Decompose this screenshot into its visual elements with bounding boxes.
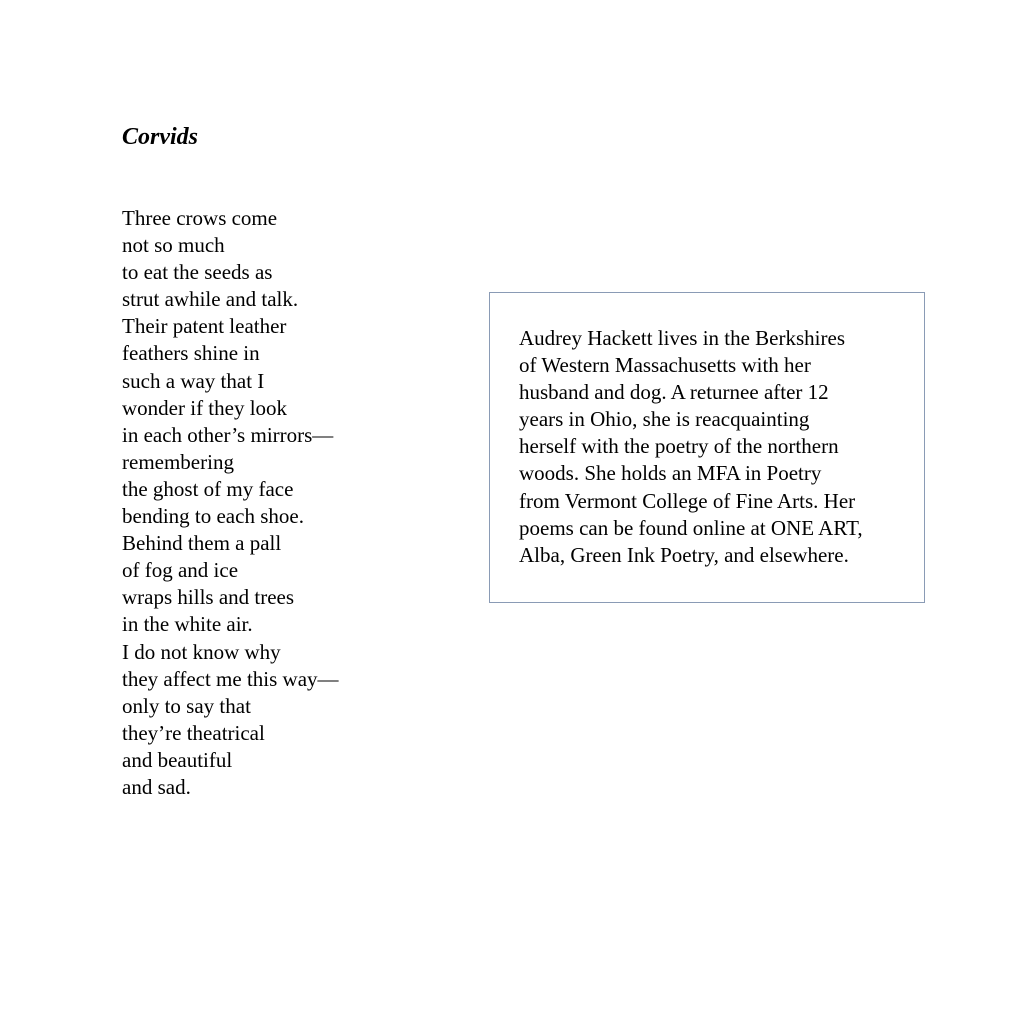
poem-line: I do not know why [122,639,281,664]
bio-line: poems can be found online at ONE ART, [519,515,863,540]
bio-line: woods. She holds an MFA in Poetry [519,461,822,486]
poem-body [122,205,339,801]
poem-line: Three crows come [122,206,278,230]
bio-line: Alba, Green Ink Poetry, and elsewhere. [519,542,849,567]
poem-line: not so much [122,233,225,258]
poem-title: Corvids [122,124,199,150]
author-bio-box [489,292,925,603]
poem-line: to eat the seeds as [122,260,273,285]
poem-line: wraps hills and trees [122,585,295,610]
bio-line: Audrey Hackett lives in the Berkshires [519,326,845,350]
poem-line: they’re theatrical [122,720,265,745]
poem-line: strut awhile and talk. [122,287,299,312]
poem-line: of fog and ice [122,558,239,583]
author-bio-text [519,325,919,569]
poem-line: they affect me this way— [122,666,339,691]
poem-line: wonder if they look [122,395,288,420]
poem-line: remembering [122,449,234,474]
poem-line: the ghost of my face [122,476,294,501]
poem-line: and beautiful [122,747,233,772]
poem-line: Their patent leather [122,314,287,339]
poem-line: only to say that [122,693,251,718]
poem-line: Behind them a pall [122,531,282,556]
poem-line: bending to each shoe. [122,504,304,529]
bio-line: herself with the poetry of the northern [519,434,839,459]
poem-line: in the white air. [122,612,253,637]
bio-line: husband and dog. A returnee after 12 [519,380,829,405]
poem-line: such a way that I [122,368,265,393]
poem-line: and sad. [122,774,191,799]
bio-line: from Vermont College of Fine Arts. Her [519,488,856,513]
bio-line: of Western Massachusetts with her [519,353,811,378]
poem-line: feathers shine in [122,341,260,366]
bio-line: years in Ohio, she is reacquainting [519,407,810,432]
poem-line: in each other’s mirrors— [122,422,334,447]
